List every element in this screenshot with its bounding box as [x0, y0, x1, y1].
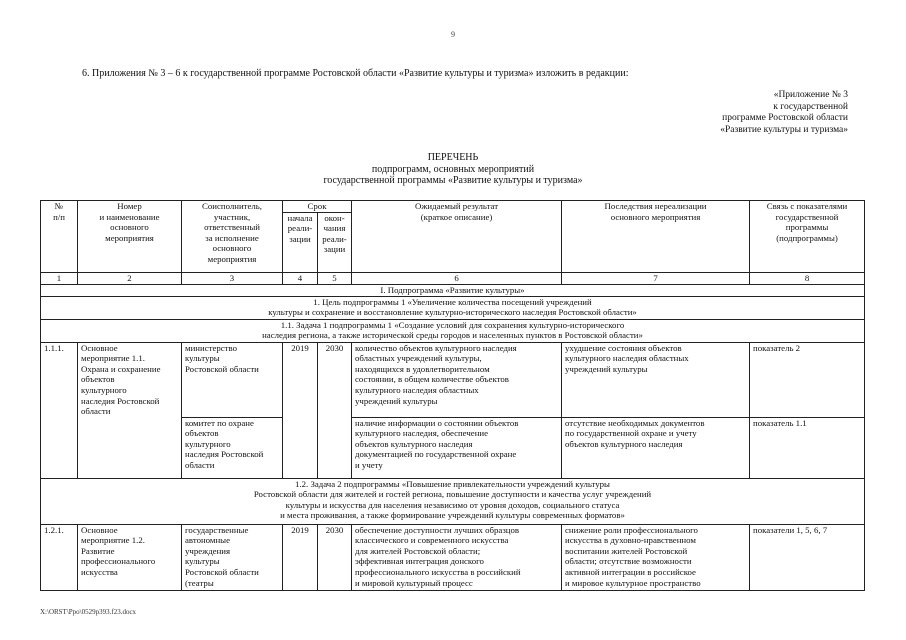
column-number: 8 [750, 272, 865, 284]
appendix-line: «Приложение № 3 [773, 90, 848, 100]
document-title [0, 152, 906, 187]
start-year: 2019 [283, 524, 318, 590]
measures-table [40, 200, 865, 591]
indicator-link: показатель 2 [750, 342, 865, 417]
file-path-footer: X:\ORST\Ppo\0529p393.f23.docx [40, 608, 137, 616]
executor-cell: государственные автономные учреждения культуры Ростовской области (театры [182, 524, 283, 590]
result-cell: обеспечение доступности лучших образцов классического и современного искусства для жителей Ростовской области; эффективная интеграция донского профессионального искусства в российский и мировой культурный процесс [352, 524, 562, 590]
header-executor: Соисполнитель, участник, ответственный за исполнение основного мероприятия [182, 201, 283, 273]
executor-cell: комитет по охране объектов культурного наследия Ростовской области [182, 417, 283, 478]
title-line: подпрограмм, основных мероприятий [371, 163, 535, 175]
result-cell: наличие информации о состоянии объектов культурного наследия, обеспечение объектов культурного наследия документацией по государственной охране и учету [352, 417, 562, 478]
title-line: государственной программы «Развитие культуры и туризма» [323, 175, 583, 186]
end-year: 2030 [318, 524, 352, 590]
start-year: 2019 [283, 342, 318, 478]
column-number: 2 [78, 272, 182, 284]
header-end: окон- чания реали- зации [318, 212, 352, 272]
row-number: 1.1.1. [41, 342, 78, 478]
header-name: Номер и наименование основного мероприятия [78, 201, 182, 273]
row-number: 1.2.1. [41, 524, 78, 590]
column-number: 7 [562, 272, 750, 284]
column-number: 1 [41, 272, 78, 284]
task-row: 1.1. Задача 1 подпрограммы 1 «Создание условий для сохранения культурно-исторического наследия региона, а также исторической среды городов и населенных пунктов в Ростовской области» [41, 319, 865, 342]
header-result: Ожидаемый результат (краткое описание) [352, 201, 562, 273]
subprogram-row: I. Подпрограмма «Развитие культуры» [41, 284, 865, 296]
consequences-cell: ухудшение состояния объектов культурного наследия областных учреждений культуры [562, 342, 750, 417]
header-consequences: Последствия нереализации основного мероприятия [562, 201, 750, 273]
header-term: Срок [283, 201, 352, 213]
indicator-link: показатель 1.1 [750, 417, 865, 478]
title-heading: ПЕРЕЧЕНЬ [427, 152, 479, 163]
goal-row: 1. Цель подпрограммы 1 «Увеличение количества посещений учреждений культуры и сохранение и восстановление культурно-исторического наследия Ростовской области» [41, 296, 865, 319]
appendix-line: к государственной [773, 101, 848, 112]
column-number: 6 [352, 272, 562, 284]
appendix-line: «Развитие культуры и туризма» [720, 124, 848, 135]
task-row: 1.2. Задача 2 подпрограммы «Повышение привлекательности учреждений культуры Ростовской области для жителей и гостей региона, повышение доступности и качества услуг учреждений культуры и искусства для населения независимо от уровня доходов, социального статуса и места проживания, а также формирование учреждений культуры современных форматов» [41, 478, 865, 524]
measure-name: Основное мероприятие 1.1. Охрана и сохранение объектов культурного наследия Ростовской области [78, 342, 182, 478]
appendix-header [720, 90, 848, 136]
measure-name: Основное мероприятие 1.2. Развитие профессионального искусства [78, 524, 182, 590]
intro-text: 6. Приложения № 3 – 6 к государственной программе Ростовской области «Развитие культуры и туризма» изложить в редакции: [82, 68, 629, 79]
appendix-line: программе Ростовской области [722, 113, 848, 123]
column-number: 3 [182, 272, 283, 284]
header-num: № п/п [41, 201, 78, 273]
header-link: Связь с показателями государственной программы (подпрограммы) [750, 201, 865, 273]
page-number: 9 [451, 30, 455, 39]
indicator-link: показатели 1, 5, 6, 7 [750, 524, 865, 590]
column-number: 4 [283, 272, 318, 284]
result-cell: количество объектов культурного наследия областных учреждений культуры, находящихся в удовлетворительном состоянии, в общем количестве объектов культурного наследия областных учреждений культуры [352, 342, 562, 417]
executor-cell: министерство культуры Ростовской области [182, 342, 283, 417]
consequences-cell: снижение роли профессионального искусства в духовно-нравственном воспитании жителей Ростовской области; отсутствие возможности активной интеграции в российское и мировое культурное пространство [562, 524, 750, 590]
consequences-cell: отсутствие необходимых документов по государственной охране и учету объектов культурного наследия [562, 417, 750, 478]
header-start: начала реали- зации [283, 212, 318, 272]
column-number: 5 [318, 272, 352, 284]
end-year: 2030 [318, 342, 352, 478]
